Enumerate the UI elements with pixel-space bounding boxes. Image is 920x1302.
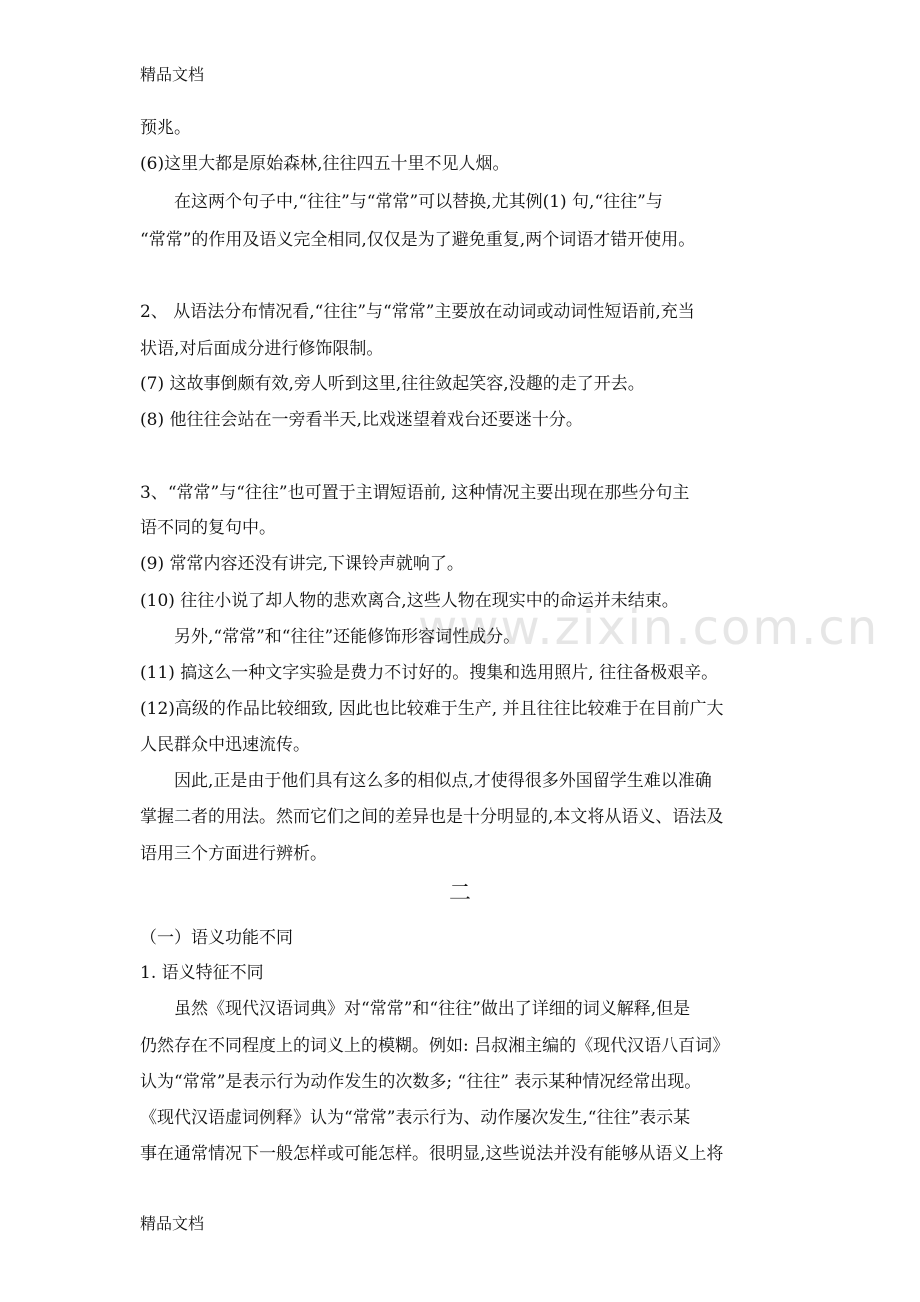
page-footer: 精品文档 [140,1214,205,1233]
paragraph-line: 语用三个方面进行辨析。 [140,844,327,864]
paragraph-line: 《现代汉语虚词例释》认为“常常”表示行为、动作屡次发生,“往往”表示某 [140,1108,691,1128]
example-line: (11) 搞这么一种文字实验是费力不讨好的。搜集和选用照片, 往往备极艰辛。 [140,663,719,683]
paragraph-line: 另外,“常常”和“往往”还能修饰形容词性成分。 [174,627,521,647]
example-line: (10) 往往小说了却人物的悲欢离合,这些人物在现实中的命运并未结束。 [140,591,679,611]
paragraph-line: 掌握二者的用法。然而它们之间的差异也是十分明显的,本文将从语义、语法及 [140,807,724,827]
paragraph-line: 事在通常情况下一般怎样或可能怎样。很明显,这些说法并没有能够从语义上将 [140,1144,724,1164]
watermark: www.zixin.com.cn [418,600,880,656]
page-header: 精品文档 [140,65,205,84]
example-line: (9) 常常内容还没有讲完,下课铃声就响了。 [140,554,464,574]
example-line: (6)这里大都是原始森林,往往四五十里不见人烟。 [140,154,510,174]
example-line: 人民群众中迅速流传。 [140,735,310,755]
paragraph-line: 认为“常常”是表示行为动作发生的次数多; “往往” 表示某种情况经常出现。 [140,1072,702,1092]
paragraph-line: 仍然存在不同程度上的词义上的模糊。例如: 吕叔湘主编的《现代汉语八百词》 [140,1036,730,1056]
paragraph-line: 在这两个句子中,“往往”与“常常”可以替换,尤其例(1) 句,“往往”与 [174,192,663,212]
example-line: (7) 这故事倒颇有效,旁人听到这里,往往敛起笑容,没趣的走了开去。 [140,374,645,394]
paragraph-line: 2、 从语法分布情况看,“往往”与“常常”主要放在动词或动词性短语前,充当 [140,302,695,322]
paragraph-line: 3、“常常”与“往往”也可置于主谓短语前, 这种情况主要出现在那些分句主 [140,483,690,503]
section-title: 二 [448,881,471,906]
text-line: 预兆。 [140,118,191,138]
paragraph-line: 因此,正是由于他们具有这么多的相似点,才使得很多外国留学生难以准确 [174,771,712,791]
example-line: (12)高级的作品比较细致, 因此也比较难于生产, 并且往往比较难于在目前广大 [140,699,724,719]
subsection-heading: （一）语义功能不同 [140,928,293,948]
example-line: (8) 他往往会站在一旁看半天,比戏迷望着戏台还要迷十分。 [140,410,583,430]
paragraph-line: “常常”的作用及语义完全相同,仅仅是为了避免重复,两个词语才错开使用。 [140,230,696,250]
paragraph-line: 状语,对后面成分进行修饰限制。 [140,339,384,359]
subsection-heading: 1. 语义特征不同 [140,963,264,983]
paragraph-line: 语不同的复句中。 [140,518,276,538]
paragraph-line: 虽然《现代汉语词典》对“常常”和“往往”做出了详细的词义解释,但是 [174,999,691,1019]
